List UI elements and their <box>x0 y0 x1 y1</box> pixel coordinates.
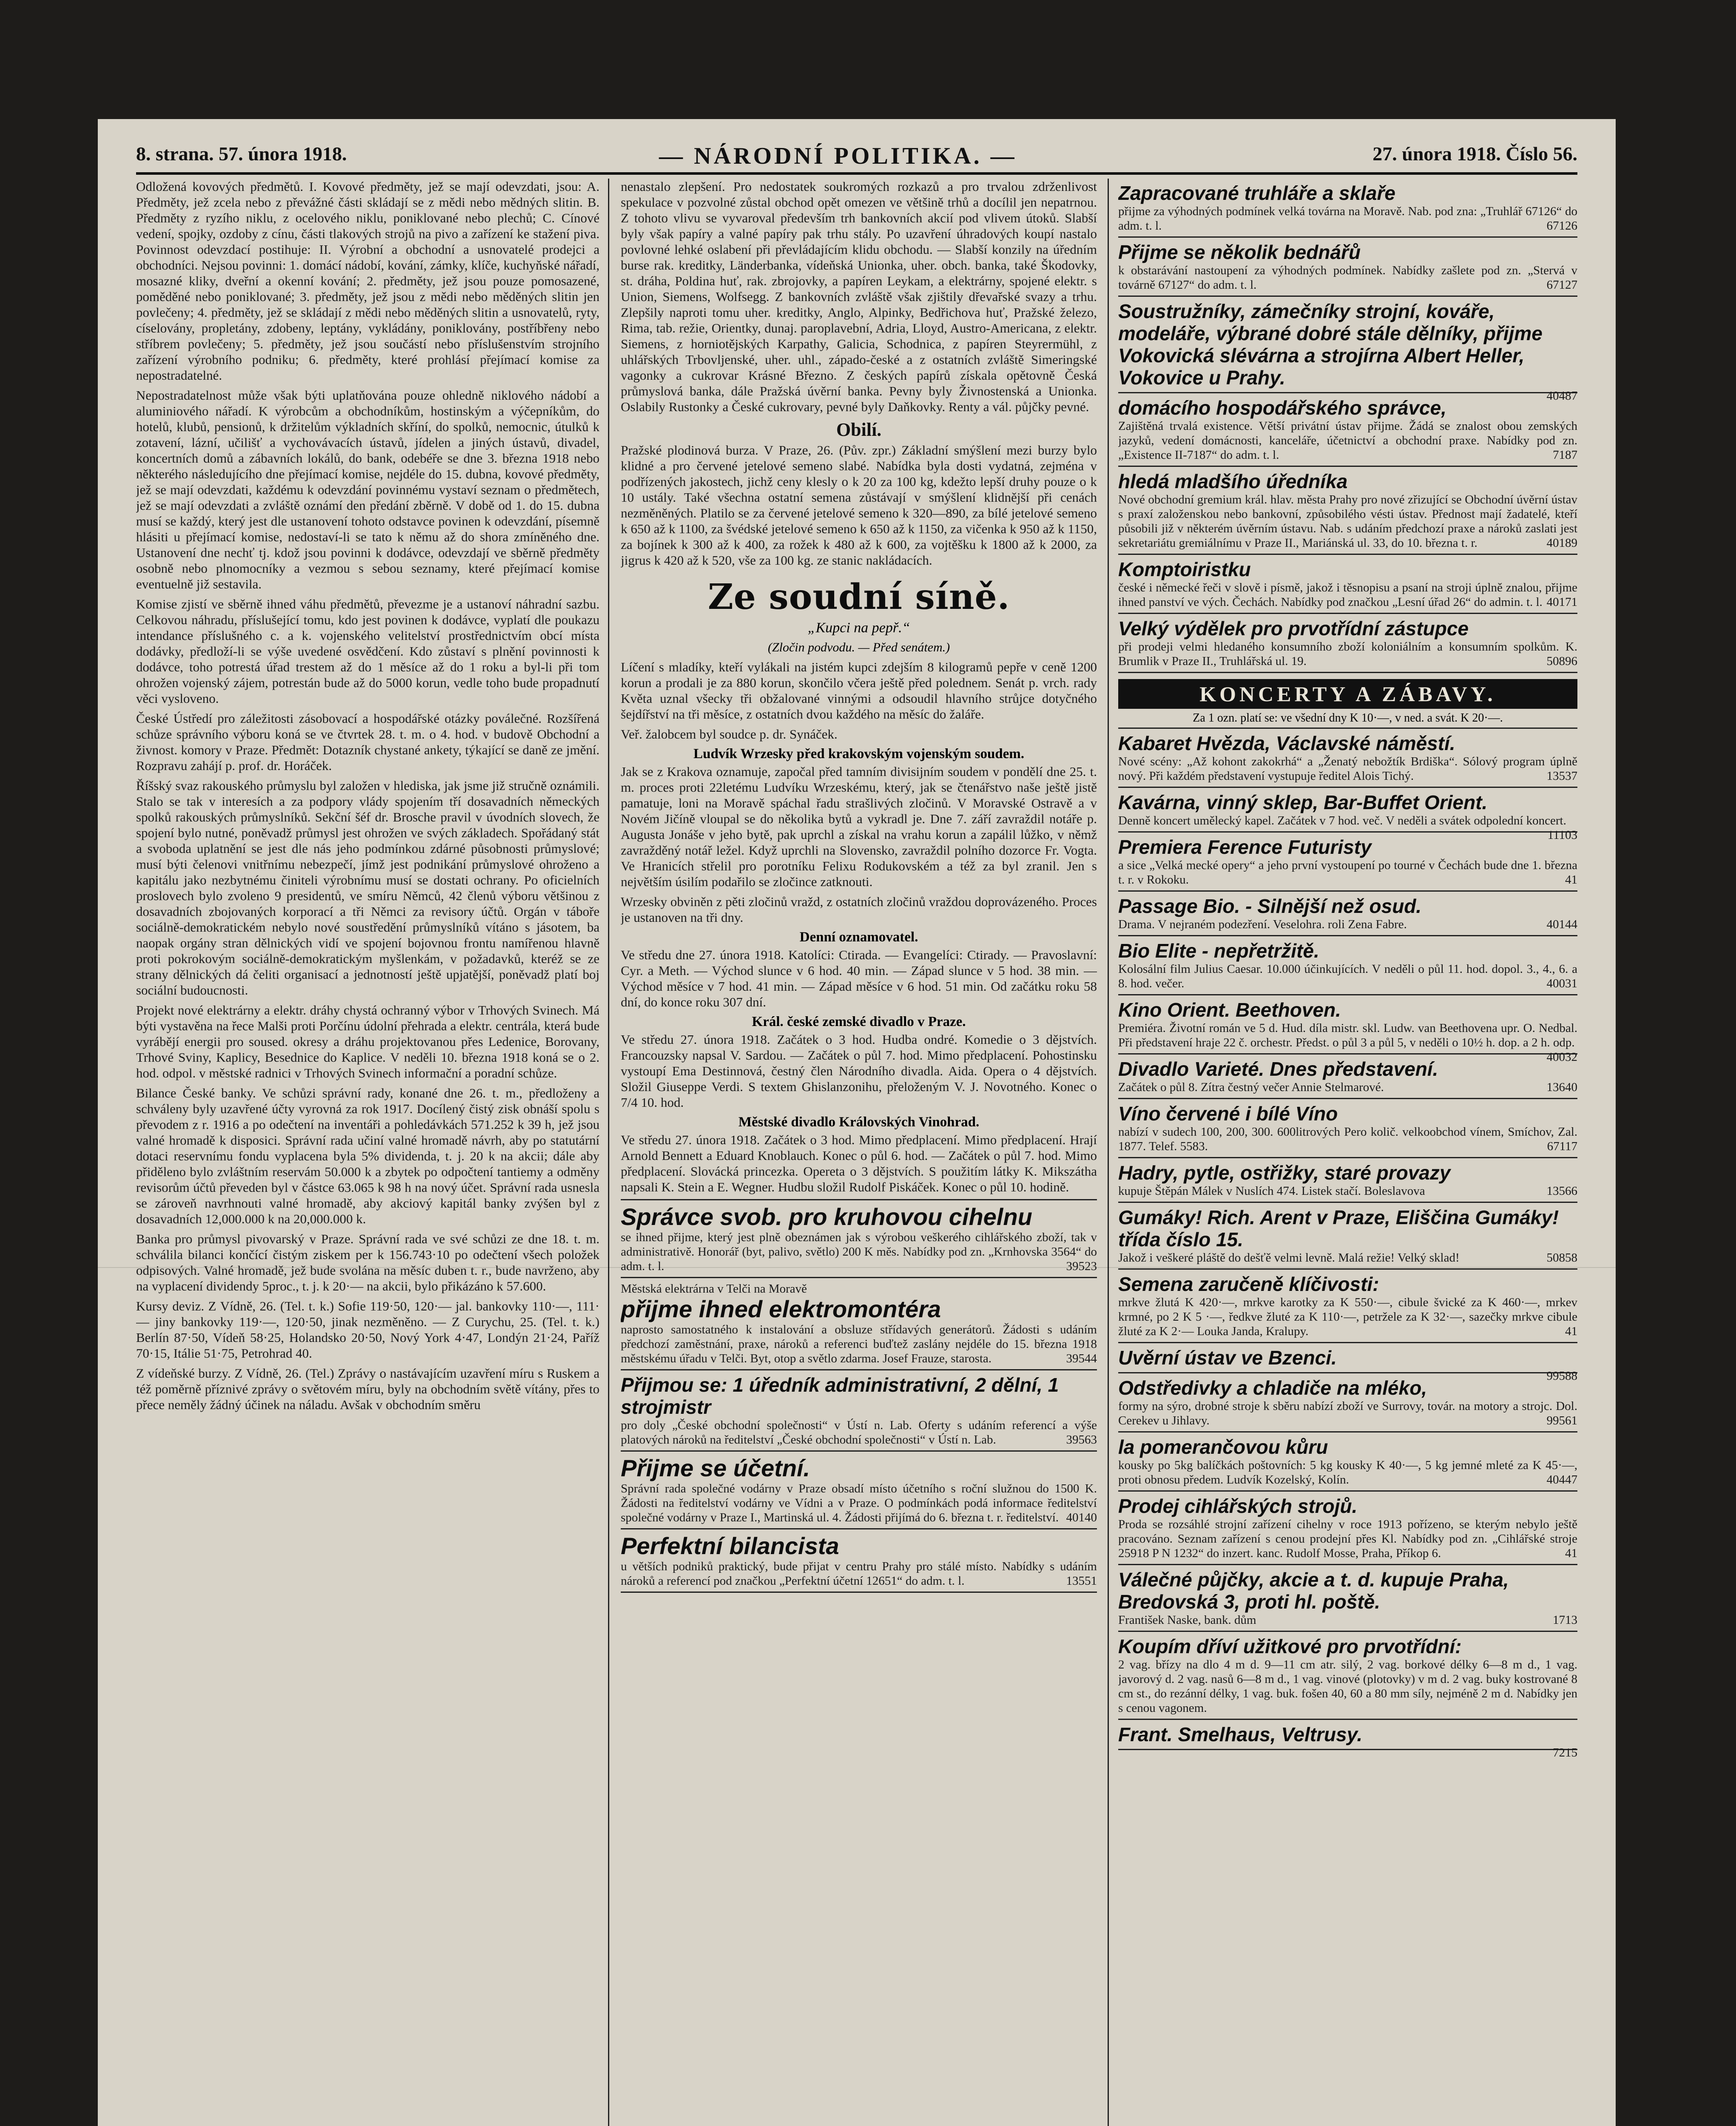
court-section-title: Ze soudní síně. <box>707 577 1010 617</box>
wrzesky-body-2: Wrzesky obviněn z pěti zločinů vražd, z ostatních zločinů vraždou doprovázeného. Proces je ustanoven na tři dny. <box>621 894 1097 925</box>
ad-text: pro doly „České obchodní společnosti“ v Ústí n. Lab. Oferty s udáním referencí a výše platových nároků na ředitelství „České obchodní společnosti“ v Ústí n. Lab. <box>621 1418 1097 1447</box>
ad-text: Drama. V nejraném podezření. Veselohra. roli Zena Fabre. <box>1118 918 1407 931</box>
header-rule <box>136 172 1577 175</box>
ad-number: 99588 <box>1546 1369 1577 1383</box>
ad-heading: Uvěrní ústav ve Bzenci. <box>1118 1347 1337 1369</box>
ad-text: Správní rada společné vodárny v Praze obsadí místo účetního s roční služnou do 1500 K. Žádosti na ředitelství vodárny ve Vídni a v Praze. O podmínkách podá informace ředitelství společné vodárny v Praze I., Martinská ul. 4. Žádosti přijímá do 6. března t. r. ředitelství. <box>621 1482 1097 1524</box>
vinohrady-theatre-body: Ve středu 27. února 1918. Začátek o 3 hod. Mimo předplacení. Mimo předplacení. Hrají Arnold Bennett a Eduard Knoblauch. Konec o půl 6. hod. — Začátek o půl 7. hod. Mimo předplacení. Slovácká princezka. Opereta o 3 dějstvích. S použitím látky K. Mikszátha napsali K. Stein a E. Wegner. Hudbu složil Rudolf Piskáček. Konec o půl 10. hodině. <box>621 1132 1097 1194</box>
classified-ad <box>1118 614 1577 673</box>
ad-text: František Naske, bank. dům <box>1118 1613 1256 1627</box>
concerts-banner: KONCERTY A ZÁBAVY. <box>1118 679 1577 709</box>
column-left <box>136 179 600 2126</box>
ad-number: 99561 <box>1546 1414 1577 1427</box>
classified-ad <box>1118 1632 1577 1720</box>
court-prosecutor: Veř. žalobcem byl soudce p. dr. Synáček. <box>621 727 838 742</box>
entertainment-ads <box>1118 729 1577 1759</box>
ad-heading: Komptoiristku <box>1118 558 1251 580</box>
ad-heading: Odstředivky a chladiče na mléko, <box>1118 1377 1427 1399</box>
ad-number: 39544 <box>1066 1352 1097 1365</box>
article-industry-union: Říšský svaz rakouského průmyslu byl založen v hlediska, jak jsme již stručně oznámili. Stalo se tak v interesích a za podpory vlády spojením tří dosavadních německých spolků rakouských průmyslníků. Sekční šéf dr. Brosche pravil v úvodních slovech, že spojení bylo nutné, poněvadž průmysl jest ohrožen ve svých základech. Spořádaný stát a svoboda uplatnění se jest dle nás jeho podmínkou zdárné působnosti průmyslové; musí býti čelenovi vnitřnímu nebezpečí, jímž jest podnikání průmyslové ohroženo a kapitálu jako nezbytnému činiteli výrobnímu musí se dostati ochrany. Po oficielních proslovech bylo zvoleno 9 presidentů, ve smíru Němců, 42 členů výboru většinou z dosavadních zbojovaných korporací a tři Němci za revisory účtů. Orgán v táboře sociálně-demokratickém nebylo nové soustředění průmyslníků vítáno s jásotem, ba naopak orgány stran dělnických vidí ve spojení bojovnou frontu namířenou hlavně proti pokrokovým sociálně-demokratickým myšlenkám, v požadavků, kteréž se ze strany dělnických dá čeliti organisací a jednotností ještě upjatější, poněvadž platí boj sociální budoucnosti. <box>136 778 600 998</box>
ad-clerks <box>621 1370 1097 1452</box>
classified-ad <box>1118 297 1577 403</box>
ad-heading: Frant. Smelhaus, Veltrusy. <box>1118 1723 1363 1745</box>
ad-heading: la pomerančovou kůru <box>1118 1436 1328 1458</box>
ad-text: Proda se rozsáhlé strojní zařízení cihelny v roce 1913 pořízeno, se kterým nebylo ještě pracováno. Seznam zařízení s cenou prodejní přes Kl. Nabídky pod zn. „Cihlářské stroje 25918 P N 1232“ do inzert. kanc. Rudolf Mosse, Praha, Příkop 6. <box>1118 1518 1577 1560</box>
classified-ad <box>1118 1373 1577 1432</box>
article-metal-collection-cont: Nepostradatelnost může však býti uplatňována pouze ohledně niklového nádobí a aluminiového nářadí. K výrobcům a obchodníkům, hostinským a výčepníkům, do hotelů, klubů, pensionů, k držitelům výkladních skříní, do spolků, nemocnic, útulků k zotavení, lázní, učilišť a vychovávacích ústavů, jídelen a jiných ústavů, divadel, koncertních domů a zábavních lokálů, do bank, odebéře se dne 3. března 1918 nebo některého následujícího dne přejímací komise, nejdéle do 15. dubna, kovové předměty, jež se mají odevzdati, každému k odevzdání povinnému vystaví seznam o předmětech, jež se mají odevzdati a zvláště oznámí den předání zběrně. V době od 1. do 15. dubna musí se každý, který jest dle ustanovení tohoto odstavce povinen k odevzdání, písemně hlásiti u přejímací komise, nedostaví-li se tato k němu až do shora zmíněného dne. Ustanovení dne nechť tj. kdož jsou povinni k dodávce, odevzdají ve sběrně předměty osobně nebo plnomocníky a vezmou s sebou seznamy, které přejímací komise eventuelně již sestavila. <box>136 388 600 591</box>
national-theatre-heading: Král. české zemské divadlo v Praze. <box>752 1014 966 1029</box>
ad-number: 13566 <box>1546 1184 1577 1198</box>
column-middle <box>621 179 1097 2126</box>
ad-heading: Přijme se několik bednářů <box>1118 241 1361 263</box>
ad-bookkeeper <box>621 1529 1097 1593</box>
ad-heading: Správce svob. pro kruhovou cihelnu <box>621 1203 1032 1230</box>
court-article-subtitle: (Zločin podvodu. — Před senátem.) <box>767 640 950 654</box>
newspaper-page <box>98 119 1616 2126</box>
ad-text: naprosto samostatného k instalování a obsluze střídavých generátorů. Žádosti s udáním předchozí zaměstnání, praxe, nároků a referenci buďtež zaslány nejdéle do 15. března 1918 městskému úřadu v Telči. Byt, otop a světlo zdarma. Josef Frauze, starosta. <box>621 1323 1097 1365</box>
ad-number: 13537 <box>1546 769 1577 783</box>
ad-text: Premiéra. Životní román ve 5 d. Hud. díla mistr. skl. Ludw. van Beethovena upr. O. Nedbal. Při představení hraje 22 č. orchestr. Předst. o půl 3 a půl 5, v neděli o 10½ h. dop. a 2 h. odp. <box>1118 1021 1577 1049</box>
newspaper-title: — NÁRODNÍ POLITIKA. — <box>659 143 1017 169</box>
classified-ad <box>1118 1270 1577 1343</box>
ad-number: 40189 <box>1546 536 1577 550</box>
ad-heading: Perfektní bilancista <box>621 1532 839 1559</box>
ad-text: při prodeji velmi hledaného konsumního zboží koloniálním a konsumním spolkům. K. Brumlik v Praze II., Truhlářská ul. 19. <box>1118 640 1577 668</box>
ad-heading: Koupím dříví užitkové pro prvotřídní: <box>1118 1635 1462 1657</box>
ad-heading: Gumáky! Rich. Arent v Praze, Eliščina Gumáky! třída číslo 15. <box>1118 1206 1559 1251</box>
ad-text: kupuje Štěpán Málek v Nuslích 474. Listek stačí. Boleslavova <box>1118 1184 1425 1198</box>
ad-accountant <box>621 1452 1097 1529</box>
ad-text: se ihned přijme, který jest plně obeznámen jak s výrobou veškerého cihlářského zboží, tak v administrativě. Honorář (byt, palivo, světlo) 200 K měs. Nabídky pod zn. „Krnhovska 3564“ do adm. t. l. <box>621 1231 1097 1273</box>
ad-text: Začátek o půl 8. Zítra čestný večer Annie Stelmarové. <box>1118 1080 1384 1094</box>
ad-pre: Městská elektrárna v Telči na Moravě <box>621 1282 807 1296</box>
ad-text: přijme za výhodných podmínek velká továrna na Moravě. Nab. pod zna: „Truhlář 67126“ do adm. t. l. <box>1118 205 1577 233</box>
daily-announcer-heading: Denní oznamovatel. <box>799 929 918 945</box>
ad-number: 40031 <box>1546 977 1577 990</box>
classified-ad <box>1118 393 1577 467</box>
classified-ad <box>1118 788 1577 842</box>
ad-text: Jakož i veškeré pláště do dešťě velmi levně. Malá režie! Velký sklad! <box>1118 1251 1460 1265</box>
ad-heading: Kabaret Hvězda, Václavské náměstí. <box>1118 732 1455 754</box>
ad-number: 7187 <box>1553 448 1577 462</box>
ad-number: 40144 <box>1546 918 1577 931</box>
ad-number: 13640 <box>1546 1080 1577 1094</box>
ad-number: 40032 <box>1546 1050 1577 1064</box>
ad-number: 41 <box>1565 1324 1577 1338</box>
ad-text: formy na sýro, drobné stroje k sběru nabízí zboží ve Surrovy, továr. na motory a strojc. Dol. Cerekev u Jihlavy. <box>1118 1399 1577 1427</box>
column-divider <box>1108 179 1109 2126</box>
article-exchange-cont: nenastalo zlepšení. Pro nedostatek soukromých rozkazů a pro trvalou zdrženlivost spekulace v pozvolné zůstal obchod opět omezen ve většině trhů a docílil jen nepatrnou. Z tohoto vlivu se vyvaroval především trh bankovních akcií pod vlivem útoků. Slabší byly však papíry a valné papíry pak trhu stály. Po uzavření úhradových koupí nastalo povlovné lehké oslabení při převládajícím klidu obchodu. — Slabší konzily na úředním burse rak. kreditky, Länderbanka, vídeňská Unionka, uher. obch. banka, také Škodovky, st. dráha, Poldina huť, rak. zbrojovky, a papíren Leykam, a elektrárny, spojené elektr. s Union, Siemens, Wolfsegg. Z bankovních zvláště však zjištily dřevařské svazy a trhu. Zlepšily naproti tomu uher. kreditky, Anglo, Alpinky, Bedřichova huť, Pražské železo, Rima, tab. režie, Orientky, dunaj. paroplavební, Adria, Lloyd, Austro-Americana, z elektr. Siemens, z horniotějských Karpathy, Galicia, Schodnica, z papíren Steyrermühl, z uhlářských Trbovljenské, uher. uhl., západo-české a z ostatních zvláště Simeringské vagonky a cukrovar Krásné Březno. Z českých papírů získala opětovně Česká průmyslová banka, dále Pražská úvěrní banka. Pevny byly Živnostenská a Unionka. Oslabily Rustonky a České cukrovary, pevné byly Daňkovky. Renty a vál. půjčky pevné. <box>621 179 1097 414</box>
ad-heading: domácího hospodářského správce, <box>1118 397 1447 419</box>
article-metal-collection: Odložená kovových předmětů. I. Kovové předměty, jež se mají odevzdati, jsou: A. Předměty, jež zcela nebo z převážné části skládají se z mědi nebo mědných slitin. B. Předměty z ryzího niklu, z ocelového niklu, poniklované nebo plechů; C. Cínové vedení, spojky, ozdoby z cínu, části tlakových strojů na pivo a zařízení ke stažení piva. Povinnost odevzdací postihuje: II. Výrobní a obchodní a usnovatelé prodejci a obchodníci. Nejsou povinni: 1. domácí nádobí, kování, zámky, klíče, kuchyňské nářadí, mosazné kliky, dveřní a okenní kování; 2. předměty, jež jsou pouze pomosazené, poměděné nebo poniklované; 3. předměty, jež jsou z mědi nebo měděných slitin jen povlečeny; 4. předměty, jež se skládají z mědi nebo měděných slitin a usnovatelů, ryty, císelovány, propletány, zdobeny, leptány, vykládány, poniklovány, postříbřeny nebo stříbrem povlečeny; 5. předměty, jež jsou součástí nebo příslušenstvím strojního zařízení výrobního podniku; 6. předměty, které prohlásí přejímací komise za nepostradatelné. <box>136 179 600 383</box>
classified-ad <box>1118 1099 1577 1158</box>
ad-text: Zajištěná trvalá existence. Větší privátní ústav přijme. Žádá se znalost obou zemských jazyků, vedení domácnosti, kanceláře, účetnictví a obchodní praxe. Nabídky pod zn. „Existence II-7187“ do adm. t. l. <box>1118 419 1577 462</box>
ad-heading: Přijmou se: 1 úředník administrativní, 2 dělní, 1 strojmistr <box>621 1374 1059 1418</box>
ad-number: 40140 <box>1066 1511 1097 1524</box>
ad-number: 40447 <box>1546 1473 1577 1486</box>
classified-ad <box>1118 729 1577 788</box>
classified-ad <box>1118 555 1577 614</box>
ad-heading: Víno červené i bílé Víno <box>1118 1103 1338 1125</box>
ad-heading: hledá mladšího úředníka <box>1118 470 1348 492</box>
article-bank-balance: Bilance České banky. Ve schůzi správní rady, konané dne 26. t. m., předloženy a schváleny byly uzavřené účty vyrovná za rok 1917. Docílený čistý zisk obnáší spolu s převodem z r. 1916 a po odečtení na inventáři a pohledávkách 571.252 k 39 h, jež jsou valné hromadě k disposici. Správní rada učiní valné hromadě návrh, aby po statutární dotaci reservnímu fondu vyplacena byla 5% dividenda, t. j. 20 k na akcii; dále aby přiděleno bylo zvláštním reservám 50.000 k a zbytek po odpočtení tantiemy a odměny revisorům účtů převeden byl v částce 63.065 k 98 h na nový účet. Správní rada usnesla se zároveň navrhnouti valné hromadě, aby akciový kapitál banky zvýšen byl z dosavadních 12,000.000 k na 20,000.000 k. <box>136 1086 600 1226</box>
classified-ad <box>1118 1054 1577 1099</box>
article-vienna-exchange: Z vídeňské burzy. Z Vídně, 26. (Tel.) Zprávy o nastávajícím uzavření míru s Ruskem a též poměrně příznivé zprávy o světovém míru, byly na obchodním světě vítány, přes to přece neměly žádný účinek na náladu. Avšak v obchodním směru <box>136 1366 600 1412</box>
classified-ad <box>1118 467 1577 555</box>
article-produce-exchange: Pražské plodinová burza. V Praze, 26. (Pův. zpr.) Základní smýšlení mezi burzy bylo klidné a pro červené jetelové semeno slabé. Nabídka byla dosti vydatná, zejména v podřízených jakostech, jichž ceny klesly o k 20 za 100 kg, kdežto lepší druhy pouze o k 10 ustály. Také všechna ostatní semena zůstávají v smýšlení klidnější při cenách nezměněných. Platilo se za červené jetelové semeno k 320—890, za bílé jetelové semeno k 650 až k 1100, za švédské jetelové semeno k 650 až k 1150, za vičenka k 950 až k 1150, za bojínek k 300 až k 400, za rožek k 480 až k 600, za vojtěšku k 1800 až k 2000, za jigrus k 420 až k 520, vše za 100 kg. ze stanic nakládacích. <box>621 443 1097 568</box>
ad-number: 41 <box>1565 1546 1577 1560</box>
ad-text: k obstarávání nastoupení za výhodných podmínek. Nabídky zašlete pod zn. „Stervá v továrně 67127“ do adm. t. l. <box>1118 264 1577 292</box>
classified-ad <box>1118 1432 1577 1492</box>
classified-ad <box>1118 238 1577 297</box>
paper-fold <box>98 1267 1616 1268</box>
ad-heading: Kino Orient. Beethoven. <box>1118 999 1341 1021</box>
classified-ad <box>1118 833 1577 892</box>
ad-text: Denně koncert umělecký kapel. Začátek v 7 hod. več. V neděli a svátek odpolední koncert. <box>1118 814 1566 827</box>
ad-number: 1713 <box>1553 1613 1577 1627</box>
ad-brickworks-manager <box>621 1199 1097 1278</box>
ad-text: Kolosální film Julius Caesar. 10.000 účinkujících. V neděli o půl 11. hod. dopol. 3., 4., 6. a 8. hod. večer. <box>1118 962 1577 990</box>
ad-number: 50896 <box>1546 654 1577 668</box>
wrzesky-heading: Ludvík Wrzesky před krakovským vojenským soudem. <box>693 746 1025 762</box>
classified-ad <box>1118 995 1577 1064</box>
daily-announcer-body: Ve středu dne 27. února 1918. Katolíci: Ctirada. — Evangelíci: Ctirady. — Pravoslavní: Cyr. a Meth. — Východ slunce v 6 hod. 40 min. — Západ slunce v 5 hod. 38 min. — Východ měsíce v 7 hod. 41 min. — Západ měsíce v 6 hod. 51 min. Od začátku roku 58 dní, do konce roku 307 dní. <box>621 947 1097 1009</box>
ad-number: 41 <box>1565 873 1577 887</box>
court-article-body: Líčení s mladíky, kteří vylákali na jistém kupci zdejším 8 kilogramů pepře v ceně 1200 korun a prodali je za 880 korun, skončilo včera ještě před polednem. Senát p. vrch. rady Květa uznal všecky tři obžalované vinnými a odsoudil hlavního strůjce dotyčného šejdířství na tři měsíce, z ostatních dvou každého na měsíc do žaláře. <box>621 659 1097 722</box>
ad-heading: Bio Elite - nepřetržitě. <box>1118 940 1319 962</box>
article-metal-collection-penalty: Komise zjistí ve sběrně ihned váhu předmětů, převezme je a ustanoví náhradní sazbu. Celkovou náhradu, příslušející tomu, kdo jest povinen k dodávce, vyplatí dle poukazu intendance příslušného c. a k. vojenského velitelství prostřednictvím obcí místa dodávky, předloží-li se výše uvedené osvědčení. Kdo zůstaví s plnění povinnosti k dodávce, toho potrestá úřad trestem až do 1 měsíce až do 1 roku a byl-li při tom ohrožen vojenský zájem, potrestán bude až do 5000 korun, vedle toho bude propadnutí věci vysloveno. <box>136 597 600 706</box>
classified-ad <box>1118 1343 1577 1383</box>
ad-text: Nové obchodní gremium král. hlav. města Prahy pro nové zřizující se Obchodní úvěrní ústav s praxí založenskou nebo bankovní, způsobilého vésti ústav. Přednost mají žadatelé, kteří působili již v některém úvěrním ústavu. Nab. s udáním předchozí praxe a nároků zaslati jest sekretariátu gremiálnímu v Praze II., Mariánská ul. 33, do 10. března t. r. <box>1118 493 1577 550</box>
article-brewery-bank: Banka pro průmysl pivovarský v Praze. Správní rada ve své schůzi ze dne 18. t. m. schválila bilanci končící čistým ziskem per k 156.743·10 po odečtení všech položek odpisových. Valné hromadě, jež bude svolána na měsíc duben t. r., bude navrženo, aby na vyplacení dividendy 5proc., t. j. k 20·— na akcii, bylo přikázáno k 57.600. <box>136 1231 600 1293</box>
ad-text: mrkve žlutá K 420·—, mrkve karotky za K 550·—, cibule švické za K 460·—, mrkev krmné, po 2 K 5 ·—, ředkve žluté za K 110·—, petržele za K 32·—, sazečky mrkve cibule žluté za K 2·— Louka Janda, Kralupy. <box>1118 1296 1577 1338</box>
ad-heading: Passage Bio. - Silnější než osud. <box>1118 895 1422 917</box>
ad-electrician <box>621 1278 1097 1370</box>
ad-heading: Soustružníky, zámečníky strojní, kováře, modeláře, výbrané dobré stále dělníky, přijme Vokovická slévárna a strojírna Albert Heller, Vokovice u Prahy. <box>1118 300 1543 389</box>
header-left: 8. strana. 57. února 1918. <box>136 143 347 165</box>
ad-number: 40487 <box>1546 389 1577 403</box>
ad-number: 11103 <box>1547 828 1577 842</box>
ad-number: 13551 <box>1066 1574 1097 1588</box>
column-right <box>1118 179 1577 2126</box>
classified-ad <box>1118 179 1577 238</box>
ad-heading: Kavárna, vinný sklep, Bar-Buffet Orient. <box>1118 791 1488 813</box>
classified-ad <box>1118 1158 1577 1203</box>
section-grain: Obilí. <box>836 419 882 440</box>
ad-number: 67127 <box>1546 278 1577 292</box>
ad-number: 50858 <box>1546 1251 1577 1265</box>
classified-ad <box>1118 1203 1577 1270</box>
ad-number: 67117 <box>1547 1140 1577 1153</box>
ad-text: nabízí v sudech 100, 200, 300. 600litrových Pero količ. velkoobchod vínem, Smíchov, Zal. 1877. Telef. 5583. <box>1118 1125 1577 1153</box>
job-ads <box>1118 179 1577 673</box>
ad-text: kousky po 5kg balíčkách poštovních: 5 kg kousky K 40·—, 5 kg jemné mleté za K 45·—, proti obnosu předem. Ludvík Kozelský, Kolín. <box>1118 1458 1577 1486</box>
wrzesky-body: Jak se z Krakova oznamuje, započal před tamním divisijním soudem v pondělí dne 25. t. m. proces proti 22letému Ludvíku Wrzeskému, který, jak se čtenářstvo naše ještě jistě pamatuje, loni na Moravě spáchal řadu strašlivých zločinů. V Moravské Ostravě a v Novém Jičíně vloupal se do několika bytů a vykradl je. Dne 7. září zavraždil notáře p. Augusta Jonáše v jeho bytě, pak uprchl a získal na vrahu korun a zapálil lůžko, v němž zavražděný notář ležel. Když uprchli na Slovensko, zavraždil polního dozorce Fr. Vogta. Ve Hranicích střelil pro porotníku Felixu Rodukovském a též za byl zranil. Jen s největším úsilím podařilo se zločince zatknouti. <box>621 764 1097 889</box>
court-article-title: „Kupci na pepř.“ <box>807 620 910 636</box>
national-theatre-body: Ve středu 27. února 1918. Začátek o 3 hod. Hudba ondré. Komedie o 3 dějstvích. Francouzsky napsal V. Sardou. — Začátek o půl 7. hod. Mimo předplacení. Pohostinsku vystoupí Ema Destinnová, čestný člen Národního divadla. Aida. Opera o 4 dějstvích. Složil Giuseppe Verdi. S textem Ghislanzonihu, přeloženým V. J. Novotného. Konec o 7/4 10. hod. <box>621 1032 1097 1110</box>
ad-number: 67126 <box>1546 219 1577 233</box>
classified-ad <box>1118 936 1577 995</box>
ad-text: české i německé řeči v slově i písmě, jakož i těsnopisu a psaní na stroji úplně znalou, přijme ihned panství ve vých. Čechách. Nabídky pod značkou „Lesní úřad 26“ do admin. t. l. <box>1118 581 1577 609</box>
article-power-plant: Projekt nové elektrárny a elektr. dráhy chystá ochranný výbor v Trhových Svinech. Má býti vystavěna na řece Malši proti Porčínu údolní přehrada a elektr. centrála, která bude vyrábějí energii pro soused. okresy a dráhu projektovanou přes Ledenice, Borovany, Trhové Sviny, Kaplicy, Besednice do Kaplice. V neděli 10. března 1918 koná se o 2. hod. odpol. v městské radnici v Trhových Svinech informační a poradní schůze. <box>136 1003 600 1080</box>
ad-heading: Zapracované truhláře a sklaře <box>1118 182 1395 204</box>
ad-number: 39523 <box>1066 1259 1097 1273</box>
ad-heading: Velký výdělek pro prvotřídní zástupce <box>1118 617 1469 640</box>
ad-heading: přijme ihned elektromontéra <box>621 1296 941 1322</box>
ad-heading: Prodej cihlářských strojů. <box>1118 1495 1358 1517</box>
ad-text: 2 vag. břízy na dlo 4 m d. 9—11 cm atr. silý, 2 vag. borkové délky 6—8 m d., 1 vag. javorový d. 2 vag. nasů 6—8 m d., 1 vag. vinové (plotovky) v m d. 2 vag. buky kostrované 8 cm st., do rezánní délky, 1 vag. buk. fošen 40, 60 a 80 mm síly, nejméně 2 m d. Nabídky jen s cenou vagonem. <box>1118 1658 1577 1715</box>
classified-ad <box>1118 1492 1577 1565</box>
header-right: 27. února 1918. Číslo 56. <box>1372 143 1577 165</box>
ad-heading: Premiera Ference Futuristy <box>1118 836 1372 858</box>
column-divider <box>608 179 609 2126</box>
classified-ad <box>1118 892 1577 936</box>
classified-ad <box>1118 1720 1577 1759</box>
ad-heading: Divadlo Varieté. Dnes představení. <box>1118 1058 1438 1080</box>
ad-text: u větších podniků praktický, bude přijat v centru Prahy pro stálé místo. Nabídky s udáním nároků a referencí pod značkou „Perfektní účetní 12651“ do adm. t. l. <box>621 1560 1097 1588</box>
ad-number: 39563 <box>1066 1433 1097 1447</box>
classified-ad <box>1118 1565 1577 1632</box>
ad-heading: Semena zaručeně klíčivosti: <box>1118 1273 1379 1295</box>
article-currency-rates: Kursy deviz. Z Vídně, 26. (Tel. t. k.) Sofie 119·50, 120·— jal. bankovky 110·—, 111·— jiny bankovky 119·—, 120·50, jinak nezměněno. — Z Curychu, 25. (Tel. t. k.) Berlín 87·50, Vídeň 58·25, Holandsko 20·50, Nový York 4·47, Londýn 21·24, Paříž 70·15, Itálie 51·75, Petrohrad 40. <box>136 1299 600 1361</box>
ad-number: 40171 <box>1546 595 1577 609</box>
ad-heading: Válečné půjčky, akcie a t. d. kupuje Praha, Bredovská 3, proti hl. poště. <box>1118 1569 1509 1613</box>
ad-text: Nové scény: „Až kohont zakokrhá“ a „Ženatý nebožtík Brdiška“. Sólový program úplně nový. Při každém představení vystupuje ředitel Alois Tichý. <box>1118 755 1577 783</box>
masthead <box>136 142 1577 172</box>
ad-text: a sice „Velká mecké opery“ a jeho první vystoupení po tourné v Čechách bude dne 1. března t. r. v Rokoku. <box>1118 858 1577 887</box>
ad-heading: Přijme se účetní. <box>621 1455 810 1481</box>
article-czech-centre: České Ústředí pro záležitosti zásobovací a hospodářské otázky poválečné. Rozšířená schůze správního výboru koná se ve čtvrtek 28. t. m. o 4. hod. v budově Obchodní a živnost. komory v Praze. Předmět: Dotazník chystané ankety, týkající se daně ze jmění. Rozpravu zahájí p. prof. dr. Horáček. <box>136 711 600 773</box>
vinohrady-theatre-heading: Městské divadlo Královských Vinohrad. <box>738 1114 980 1130</box>
ad-number: 7215 <box>1553 1746 1577 1759</box>
concerts-pricing: Za 1 ozn. platí se: ve všední dny K 10·—, v ned. a svát. K 20·—. <box>1118 711 1577 729</box>
ad-heading: Hadry, pytle, ostřižky, staré provazy <box>1118 1162 1451 1184</box>
